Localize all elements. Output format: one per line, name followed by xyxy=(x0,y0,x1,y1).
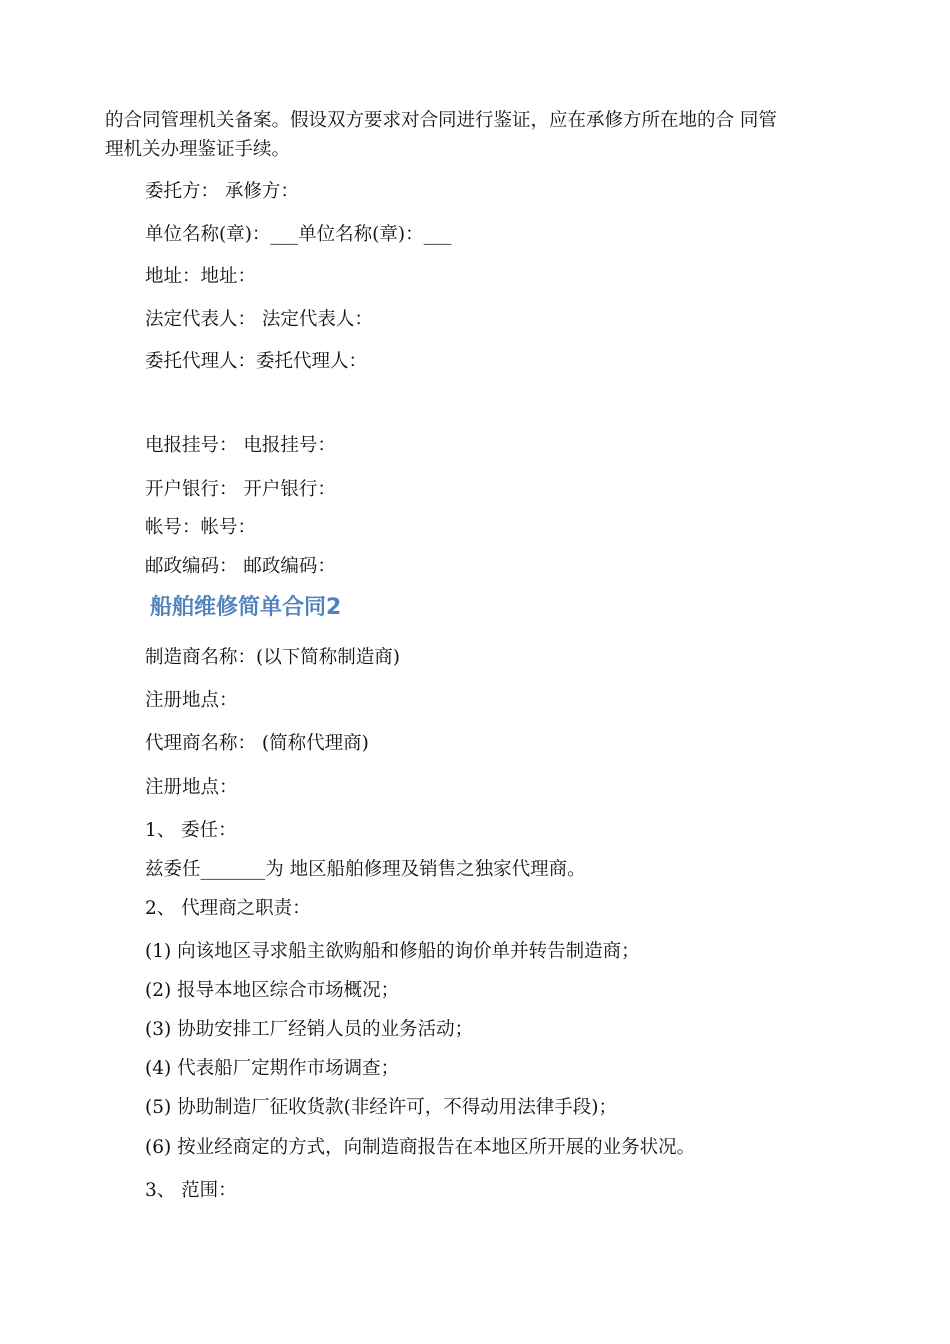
sig-agent: 委托代理人：委托代理人： xyxy=(145,351,368,372)
duty-item: (1) 向该地区寻求船主欲购船和修船的询价单并转告制造商； xyxy=(145,941,640,962)
agent-name: 代理商名称： (简称代理商) xyxy=(145,733,369,754)
sig-legal-rep: 法定代表人： 法定代表人： xyxy=(145,309,373,330)
clause-1-text: 兹委任_______为 地区船舶修理及销售之独家代理商。 xyxy=(145,859,586,880)
sig-telegraph: 电报挂号： 电报挂号： xyxy=(145,435,336,456)
duty-item: (3) 协助安排工厂经销人员的业务活动； xyxy=(145,1019,474,1040)
intro-line-1: 的合同管理机关备案。假设双方要求对合同进行鉴证，应在承修方所在地的合 同管 xyxy=(105,110,777,131)
duty-item: (4) 代表船厂定期作市场调查； xyxy=(145,1058,400,1079)
sig-bank: 开户银行： 开户银行： xyxy=(145,479,336,500)
manufacturer-name: 制造商名称：(以下简称制造商) xyxy=(145,647,400,668)
sig-postcode: 邮政编码： 邮政编码： xyxy=(145,556,336,577)
section-title: 船舶维修简单合同2 xyxy=(150,595,342,620)
manufacturer-address: 注册地点： xyxy=(145,690,238,711)
sig-account: 帐号：帐号： xyxy=(145,517,257,538)
clause-3-title: 3、 范围： xyxy=(145,1180,237,1201)
duty-item: (5) 协助制造厂征收货款(非经许可，不得动用法律手段)； xyxy=(145,1097,618,1118)
clause-2-title: 2、 代理商之职责： xyxy=(145,898,311,919)
intro-line-2: 理机关办理鉴证手续。 xyxy=(105,139,291,160)
sig-parties: 委托方： 承修方： xyxy=(145,181,299,202)
sig-unit-name: 单位名称(章)：___单位名称(章)：___ xyxy=(145,224,452,245)
agent-address: 注册地点： xyxy=(145,777,238,798)
duty-item: (6) 按业经商定的方式，向制造商报告在本地区所开展的业务状况。 xyxy=(145,1137,696,1158)
duty-item: (2) 报导本地区综合市场概况； xyxy=(145,980,400,1001)
sig-address: 地址：地址： xyxy=(145,266,257,287)
clause-1-title: 1、 委任： xyxy=(145,820,237,841)
